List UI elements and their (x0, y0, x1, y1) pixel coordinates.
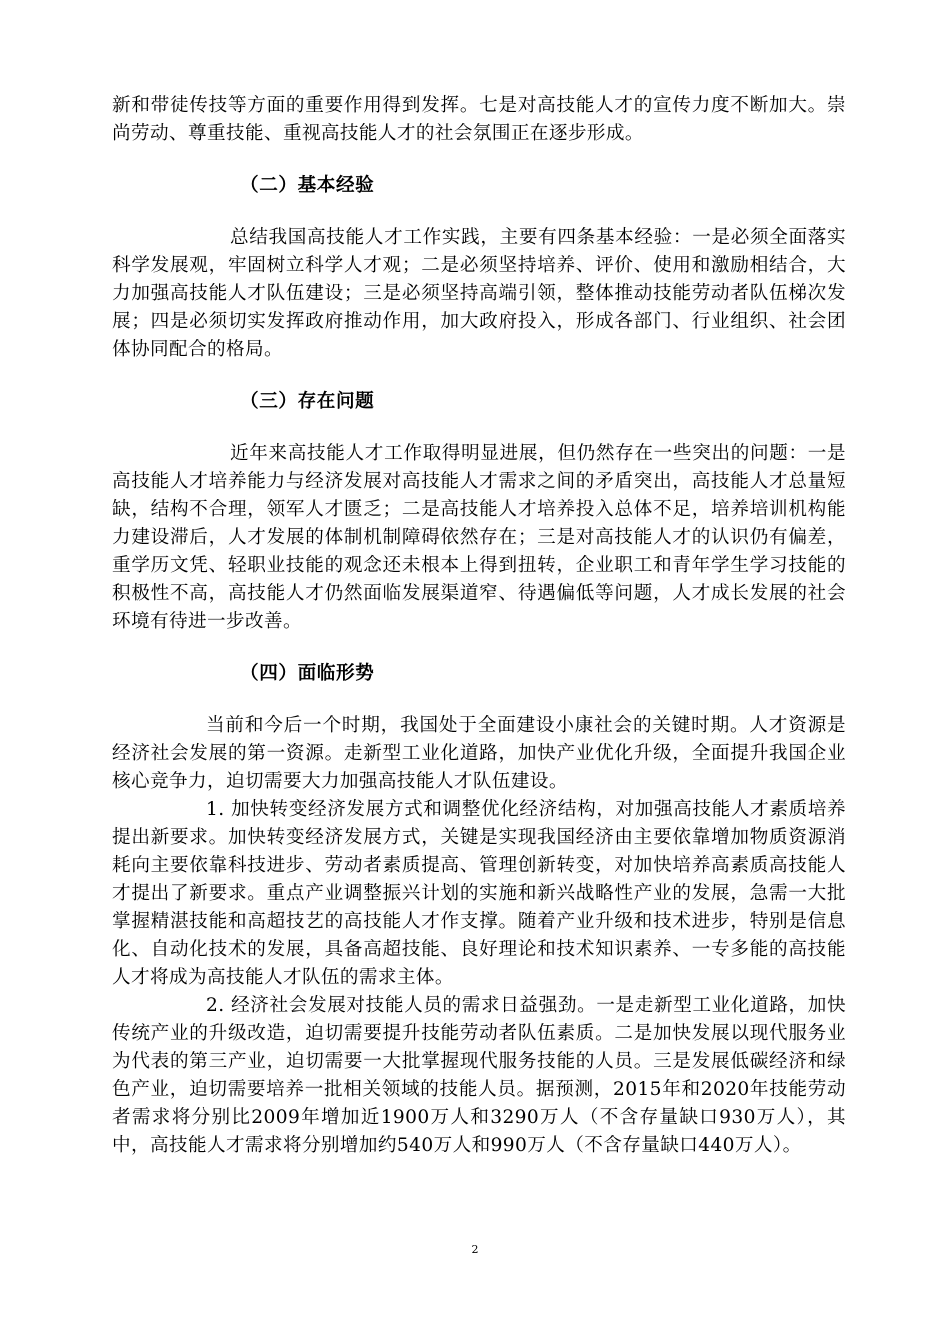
current-situation-point-2: 2. 经济社会发展对技能人员的需求日益强劲。一是走新型工业化道路，加快传统产业的升级改造，迫切需要提升技能劳动者队伍素质。二是加快发展以现代服务业为代表的第三产业，迫切需要一大批掌握现代服务技能的人员。三是发展低碳经济和绿色产业，迫切需要培养一批相关领域的技能人员。据预测，2015年和2020年技能劳动者需求将分别比2009年增加近1900万人和3290万人（不含存量缺口930万人），其中，高技能人才需求将分别增加约540万人和990万人（不含存量缺口440万人）。 (112, 995, 846, 1156)
section-heading-current-situation: （四）面临形势 (240, 663, 375, 684)
basic-experience-paragraph: 总结我国高技能人才工作实践，主要有四条基本经验：一是必须全面落实科学发展观，牢固树立科学人才观；二是必须坚持培养、评价、使用和激励相结合，大力加强高技能人才队伍建设；三是必须坚持高端引领，整体推动技能劳动者队伍梯次发展；四是必须切实发挥政府推动作用，加大政府投入，形成各部门、行业组织、社会团体协同配合的格局。 (112, 227, 846, 360)
existing-problems-paragraph: 近年来高技能人才工作取得明显进展，但仍然存在一些突出的问题：一是高技能人才培养能力与经济发展对高技能人才需求之间的矛盾突出，高技能人才总量短缺，结构不合理，领军人才匮乏；二是高技能人才培养投入总体不足，培养培训机构能力建设滞后，人才发展的体制机制障碍依然存在；三是对高技能人才的认识仍有偏差，重学历文凭、轻职业技能的观念还未根本上得到扭转，企业职工和青年学生学习技能的积极性不高，高技能人才仍然面临发展渠道窄、待遇偏低等问题，人才成长发展的社会环境有待进一步改善。 (112, 443, 846, 632)
current-situation-point-1: 1. 加快转变经济发展方式和调整优化经济结构，对加强高技能人才素质培养提出新要求。加快转变经济发展方式，关键是实现我国经济由主要依靠增加物质资源消耗向主要依靠科技进步、劳动者素质提高、管理创新转变，对加快培养高素质高技能人才提出了新要求。重点产业调整振兴计划的实施和新兴战略性产业的发展，急需一大批掌握精湛技能和高超技艺的高技能人才作支撑。随着产业升级和技术进步，特别是信息化、自动化技术的发展，具备高超技能、良好理论和技术知识素养、一专多能的高技能人才将成为高技能人才队伍的需求主体。 (112, 799, 846, 988)
document-body (112, 92, 846, 1160)
section-heading-basic-experience: （二）基本经验 (240, 175, 375, 196)
page-number: 2 (471, 1243, 479, 1256)
current-situation-intro-paragraph: 当前和今后一个时期，我国处于全面建设小康社会的关键时期。人才资源是经济社会发展的第一资源。走新型工业化道路，加快产业优化升级，全面提升我国企业核心竞争力，迫切需要大力加强高技能人才队伍建设。 (112, 715, 846, 792)
section-heading-existing-problems: （三）存在问题 (240, 391, 375, 412)
opening-paragraph: 新和带徒传技等方面的重要作用得到发挥。七是对高技能人才的宣传力度不断加大。崇尚劳动、尊重技能、重视高技能人才的社会氛围正在逐步形成。 (112, 95, 846, 144)
